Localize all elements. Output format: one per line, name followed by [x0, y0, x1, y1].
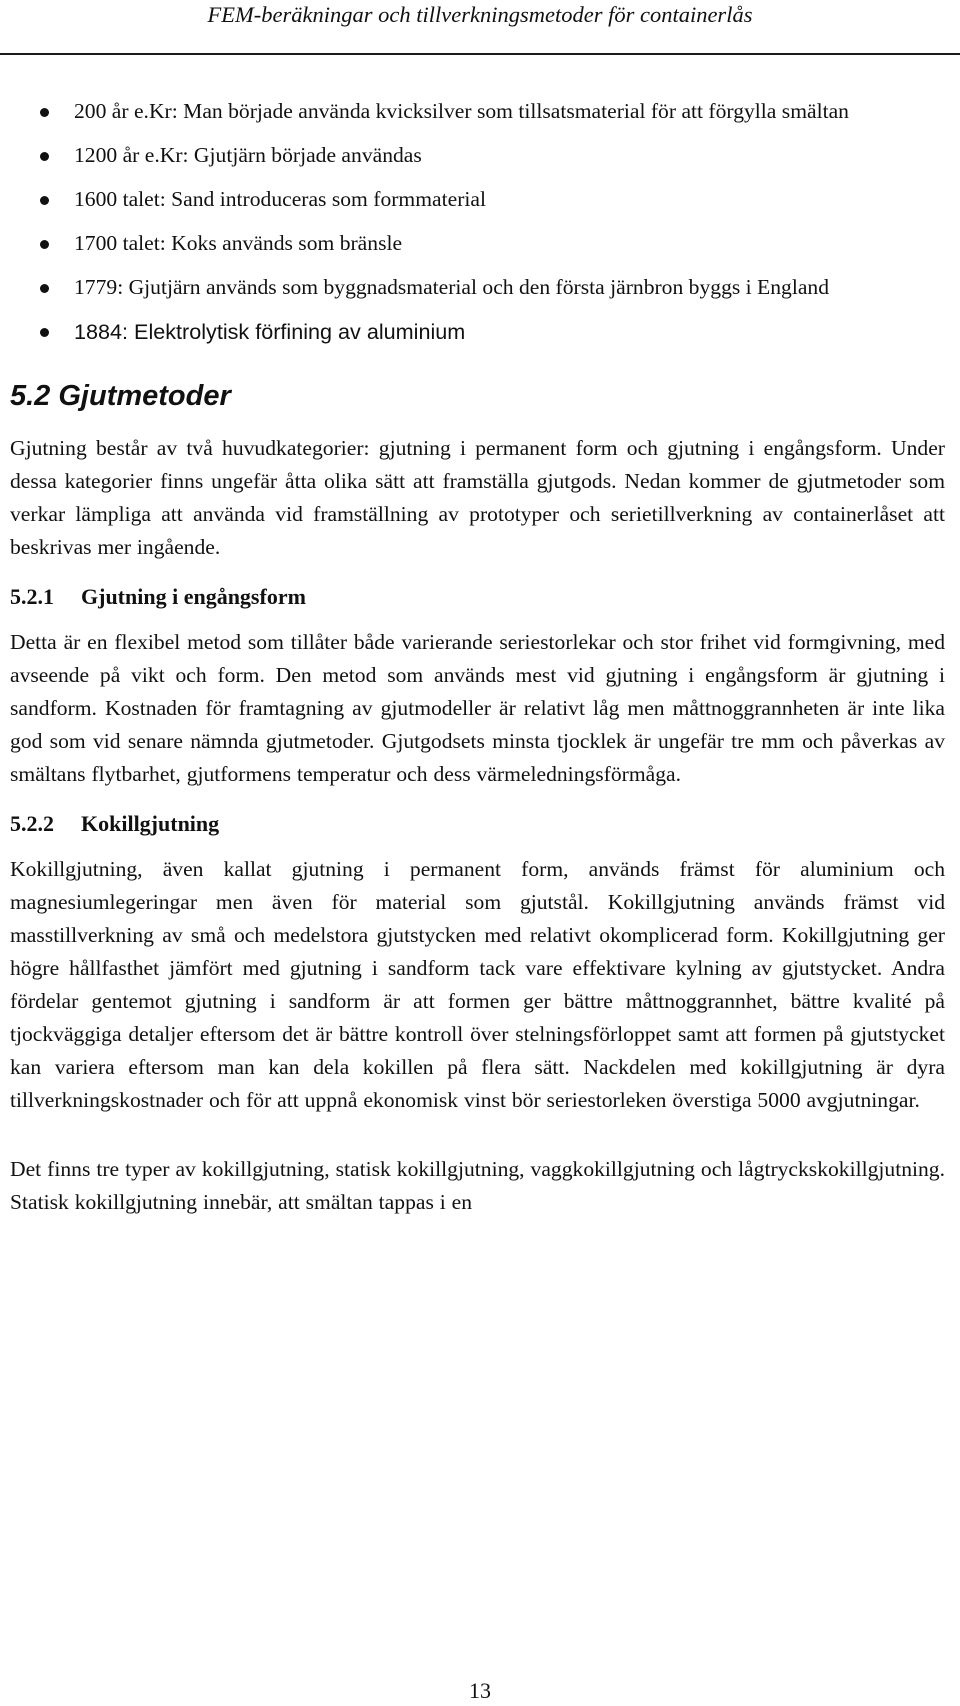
bullet-icon [40, 108, 49, 117]
list-item-text: 200 år e.Kr: Man började använda kvicksilver som tillsatsmaterial för att förgylla smältan [74, 99, 849, 123]
subsection-paragraph: Det finns tre typer av kokillgjutning, statisk kokillgjutning, vaggkokillgjutning och lågtryckskokillgjutning. Statisk kokillgjutning innebär, att smältan tappas i en [10, 1157, 945, 1214]
subsection-paragraph: Detta är en flexibel metod som tillåter både varierande seriestorlekar och stor frihet vid formgivning, med avseende på vikt och form. Den metod som används mest vid gjutning i engångsform är gjutning i sandform. Kostnaden för framtagning av gjutmodeller är relativt låg men måttnoggrannheten är inte lika god som vid senare nämnda gjutmetoder. Gjutgodsets minsta tjocklek är ungefär tre mm och påverkas av smältans flytbarhet, gjutformens temperatur och dess värmeledningsförmåga. [10, 630, 945, 786]
list-item [10, 139, 945, 172]
history-bullet-list [10, 95, 945, 348]
list-item [10, 183, 945, 216]
subsection-number: 5.2.1 [10, 584, 54, 609]
list-item-text: 1200 år e.Kr: Gjutjärn började användas [74, 143, 422, 167]
bullet-icon [40, 328, 49, 337]
list-item [10, 227, 945, 260]
subsection-heading-gjutning-i-engangsform [10, 582, 945, 612]
subsection-title-text: Kokillgjutning [81, 811, 220, 836]
bullet-icon [40, 240, 49, 249]
section-paragraph: Gjutning består av två huvudkategorier: gjutning i permanent form och gjutning i engångsform. Under dessa kategorier finns ungefär åtta olika sätt att framställa gjutgods. Nedan kommer de gjutmetoder som verkar lämpliga att använda vid framställning av prototyper och serietillverkning av containerlåset att beskrivas mer ingående. [10, 436, 945, 559]
running-header-title: FEM-beräkningar och tillverkningsmetoder för containerlås [207, 2, 753, 27]
header-rule [0, 53, 960, 55]
bullet-icon [40, 284, 49, 293]
page-number: 13 [469, 1678, 491, 1703]
subsection-heading-kokillgjutning [10, 809, 945, 839]
list-item [10, 271, 945, 304]
list-item [10, 315, 945, 348]
bullet-icon [40, 196, 49, 205]
list-item [10, 95, 945, 128]
section-heading-gjutmetoder: 5.2 Gjutmetoder [10, 380, 231, 412]
list-item-text: 1884: Elektrolytisk förfining av aluminium [74, 319, 466, 344]
bullet-icon [40, 152, 49, 161]
running-header [0, 0, 960, 55]
page-content [10, 95, 945, 1237]
subsection-title-text: Gjutning i engångsform [81, 584, 306, 609]
subsection-number: 5.2.2 [10, 811, 54, 836]
subsection-paragraph: Kokillgjutning, även kallat gjutning i permanent form, används främst för aluminium och magnesiumlegeringar men även för material som gjutstål. Kokillgjutning används främst vid masstillverkning av små och medelstora gjutstycken med relativt okomplicerad form. Kokillgjutning ger högre hållfasthet jämfört med gjutning i sandform tack vare effektivare kylning av gjutstycket. Andra fördelar gentemot gjutning i sandform är att formen ger bättre måttnoggrannhet, bättre kvalité på tjockväggiga detaljer eftersom det är bättre kontroll över stelningsförloppet samt att formen på gjutstycket kan variera eftersom man kan dela kokillen på flera sätt. Nackdelen med kokillgjutning är dyra tillverkningskostnader och för att uppnå ekonomisk vinst bör seriestorleken överstiga 5000 avgjutningar. [10, 857, 945, 1112]
list-item-text: 1600 talet: Sand introduceras som formmaterial [74, 187, 486, 211]
list-item-text: 1779: Gjutjärn används som byggnadsmaterial och den första järnbron byggs i England [74, 275, 830, 299]
list-item-text: 1700 talet: Koks används som bränsle [74, 231, 403, 255]
